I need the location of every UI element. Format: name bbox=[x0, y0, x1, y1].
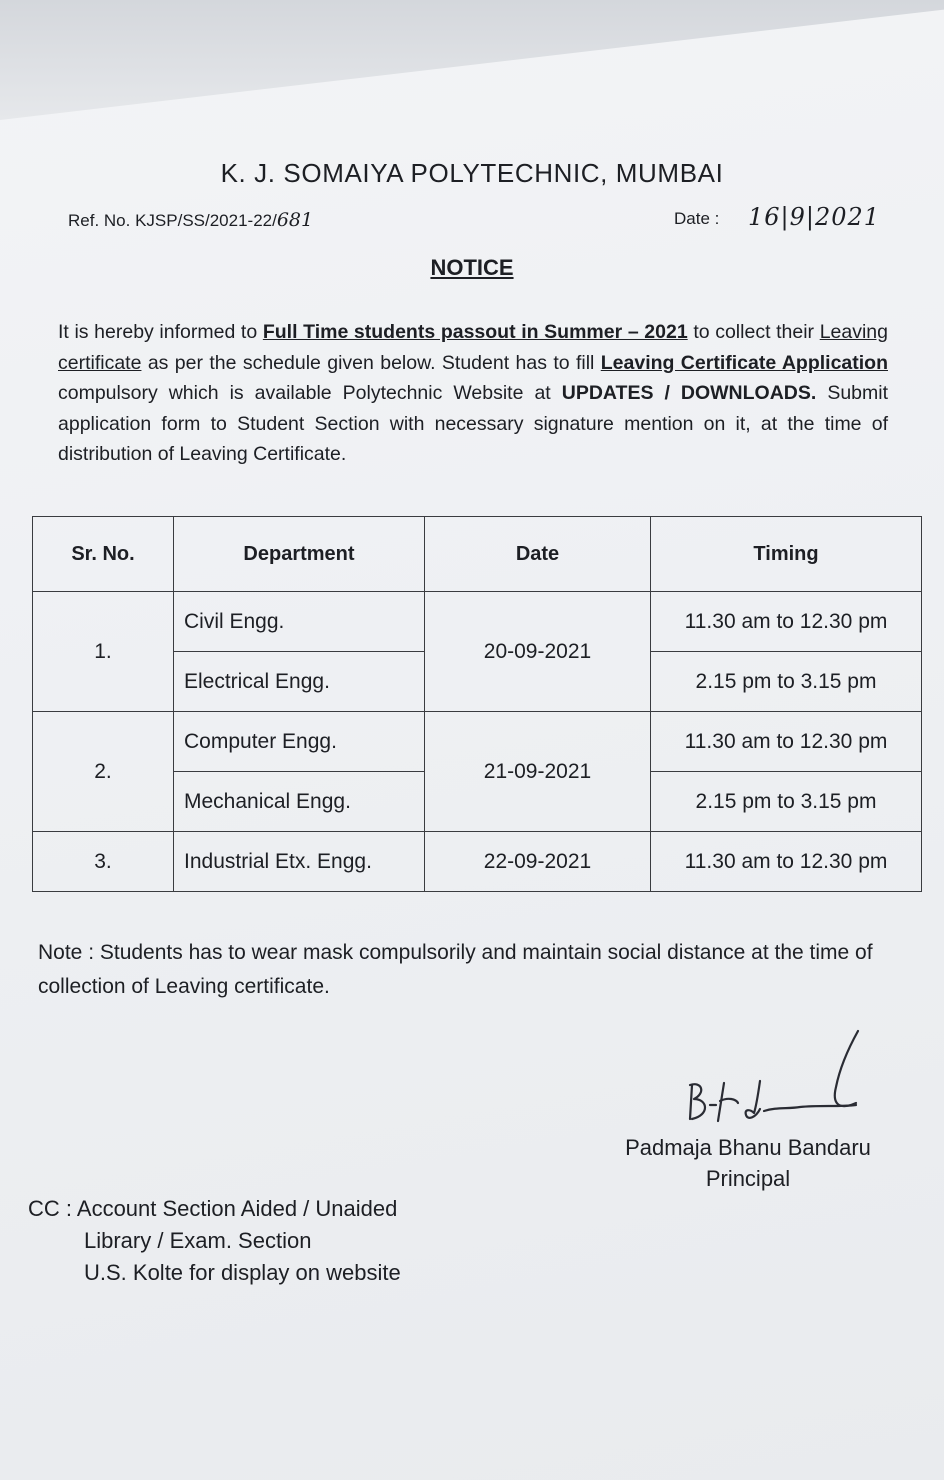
notice-title: NOTICE bbox=[430, 255, 514, 280]
page-shadow bbox=[0, 0, 944, 120]
department-cell: Industrial Etx. Engg. bbox=[174, 832, 425, 892]
cc-line: U.S. Kolte for display on website bbox=[84, 1260, 401, 1285]
cc-block bbox=[28, 1193, 401, 1289]
timing-cell: 11.30 am to 12.30 pm bbox=[651, 712, 922, 772]
department-cell: Mechanical Engg. bbox=[174, 772, 425, 832]
note-text: Note : Students has to wear mask compulsorily and maintain social distance at the time of collection of Leaving certificate. bbox=[38, 941, 873, 998]
body-text: compulsory which is available Polytechnic Website at bbox=[58, 382, 562, 404]
body-text: It is hereby informed to bbox=[58, 321, 263, 343]
body-emphasis: Full Time students passout in Summer – 2021 bbox=[262, 321, 688, 343]
cc-line: Library / Exam. Section bbox=[84, 1228, 312, 1253]
institute-name: K. J. SOMAIYA POLYTECHNIC, MUMBAI bbox=[220, 158, 724, 188]
sr-no-cell: 3. bbox=[33, 832, 174, 892]
timing-cell: 11.30 am to 12.30 pm bbox=[651, 832, 922, 892]
sr-no-cell: 2. bbox=[33, 712, 174, 832]
signature-image bbox=[680, 1025, 880, 1125]
signatory-designation: Principal bbox=[705, 1166, 791, 1191]
date-cell: 21-09-2021 bbox=[425, 712, 651, 832]
header-sr-no: Sr. No. bbox=[33, 517, 174, 592]
department-cell: Civil Engg. bbox=[174, 592, 425, 652]
header-date: Date bbox=[425, 517, 651, 592]
timing-cell: 2.15 pm to 3.15 pm bbox=[651, 652, 922, 712]
timing-cell: 11.30 am to 12.30 pm bbox=[651, 592, 922, 652]
date-handwritten: 16|9|2021 bbox=[748, 203, 881, 231]
body-emphasis: UPDATES / DOWNLOADS. bbox=[561, 382, 817, 404]
date-cell: 20-09-2021 bbox=[425, 592, 651, 712]
notice-body bbox=[58, 317, 888, 470]
body-text: Submit application form to Student Section with necessary signature mention on it, at the time of distribution of Leaving Certificate. bbox=[58, 382, 889, 465]
reference-handwritten: 681 bbox=[276, 209, 314, 231]
body-emphasis: Leaving certificate bbox=[58, 321, 888, 374]
cc-line: CC : Account Section Aided / Unaided bbox=[28, 1196, 398, 1221]
table-header-row bbox=[33, 517, 922, 592]
header-timing: Timing bbox=[651, 517, 922, 592]
schedule-table bbox=[32, 516, 922, 892]
body-text: as per the schedule given below. Student has to fill bbox=[141, 351, 601, 374]
body-text: to collect their bbox=[687, 321, 820, 343]
signatory-name: Padmaja Bhanu Bandaru bbox=[625, 1135, 871, 1160]
table-row bbox=[33, 712, 922, 772]
table-row bbox=[33, 832, 922, 892]
reference-label: Ref. No. KJSP/SS/2021-22/ bbox=[68, 211, 277, 230]
timing-cell: 2.15 pm to 3.15 pm bbox=[651, 772, 922, 832]
department-cell: Computer Engg. bbox=[174, 712, 425, 772]
department-cell: Electrical Engg. bbox=[174, 652, 425, 712]
sr-no-cell: 1. bbox=[33, 592, 174, 712]
body-emphasis: Leaving Certificate Application bbox=[600, 351, 888, 374]
signatory-block bbox=[598, 1132, 898, 1194]
header-department: Department bbox=[174, 517, 425, 592]
table-row bbox=[33, 592, 922, 652]
date-label: Date : bbox=[674, 209, 720, 228]
date-cell: 22-09-2021 bbox=[425, 832, 651, 892]
reference-number bbox=[68, 209, 313, 231]
